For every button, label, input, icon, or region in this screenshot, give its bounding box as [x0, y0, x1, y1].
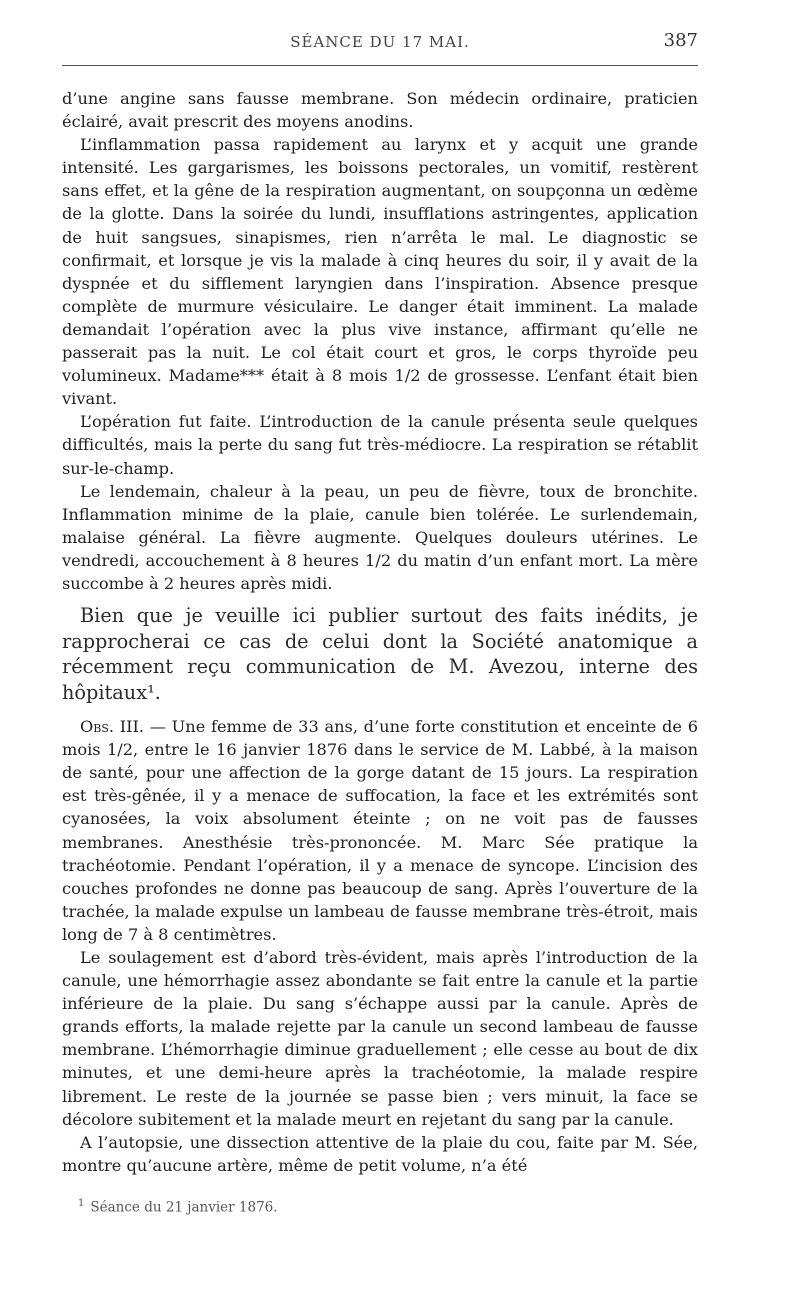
observation-label: Obs. III.	[80, 717, 145, 737]
paragraph-autopsy: A l’autopsie, une dissection attentive de la plaie du cou, faite par M. Sée, montre qu’aucune artère, même de petit volume, n’a été	[62, 1132, 698, 1175]
running-head: SÉANCE DU 17 MAI.	[290, 33, 470, 51]
observation-text: — Une femme de 33 ans, d’une forte constitution et enceinte de 6 mois 1/2, entre le 16 janvier 1876 dans le service de M. Labbé, à la maison de santé, pour une affection de la gorge datant de 15 jours. La respiration est très-gênée, il y a menace de suffocation, la face et les extrémités sont cyanosées, la voix absolument éteinte ; on ne voit pas de fausses membranes. Anesthésie très-prononcée. M. Marc Sée pratique la trachéotomie. Pendant l’opération, il y a menace de syncope. L’incision des couches profondes ne donne pas beaucoup de sang. Après l’ouverture de la trachée, la malade expulse un lambeau de fausse membrane très-étroit, mais long de 7 à 8 centimètres.	[62, 717, 698, 944]
paragraph-comparison: Bien que je veuille ici publier surtout des faits inédits, je rapprocherai ce cas de celui dont la Société anatomique a récemment reçu communication de M. Avezou, interne des hôpitaux¹.	[62, 604, 698, 704]
footnote-number: 1	[78, 1198, 85, 1209]
paragraph-aftermath: Le lendemain, chaleur à la peau, un peu de fièvre, toux de bronchite. Inflammation minime de la plaie, canule bien tolérée. Le surlendemain, malaise général. La fièvre augmente. Quelques douleurs utérines. Le vendredi, accouchement à 8 heures 1/2 du matin d’un enfant mort. La mère succombe à 2 heures après midi.	[62, 481, 698, 593]
page-number: 387	[663, 30, 698, 51]
header-rule	[62, 65, 698, 66]
paragraph-relief: Le soulagement est d’abord très-évident, mais après l’introduction de la canule, une hémorrhagie assez abondante se fait entre la canule et la partie inférieure de la plaie. Du sang s’échappe aussi par la canule. Après de grands efforts, la malade rejette par la canule un second lambeau de fausse membrane. L’hémorrhagie diminue graduellement ; elle cesse au bout de dix minutes, et une demi-heure après la trachéotomie, la malade respire librement. Le reste de la journée se passe bien ; vers minuit, la face se décolore subitement et la malade meurt en rejetant du sang par la canule.	[62, 948, 698, 1129]
paragraph-continuation: d’une angine sans fausse membrane. Son médecin ordinaire, praticien éclairé, avait prescrit des moyens anodins.	[62, 89, 698, 132]
footnote	[78, 1198, 278, 1216]
page-header	[62, 30, 698, 58]
paragraph-observation-3	[62, 715, 698, 946]
paragraph-inflammation: L’inflammation passa rapidement au larynx et y acquit une grande intensité. Les gargarismes, les boissons pectorales, un vomitif, restèrent sans effet, et la gêne de la respiration augmentant, on soupçonna un œdème de la glotte. Dans la soirée du lundi, insufflations astringentes, application de huit sangsues, sinapismes, rien n’arrêta le mal. Le diagnostic se confirmait, et lorsque je vis la malade à cinq heures du soir, il y avait de la dyspnée et du sifflement laryngien dans l’inspiration. Absence presque complète de murmure vésiculaire. Le danger était imminent. La malade demandait l’opération avec la plus vive instance, affirmant qu’elle ne passerait pas la nuit. Le col était court et gros, le corps thyroïde peu volumineux. Madame*** était à 8 mois 1/2 de grossesse. L’enfant était bien vivant.	[62, 135, 698, 409]
footnote-text: Séance du 21 janvier 1876.	[90, 1199, 278, 1216]
page-body	[62, 87, 698, 1177]
paragraph-operation: L’opération fut faite. L’introduction de la canule présenta seule quelques difficultés, mais la perte du sang fut très-médiocre. La respiration se rétablit sur-le-champ.	[62, 412, 698, 478]
